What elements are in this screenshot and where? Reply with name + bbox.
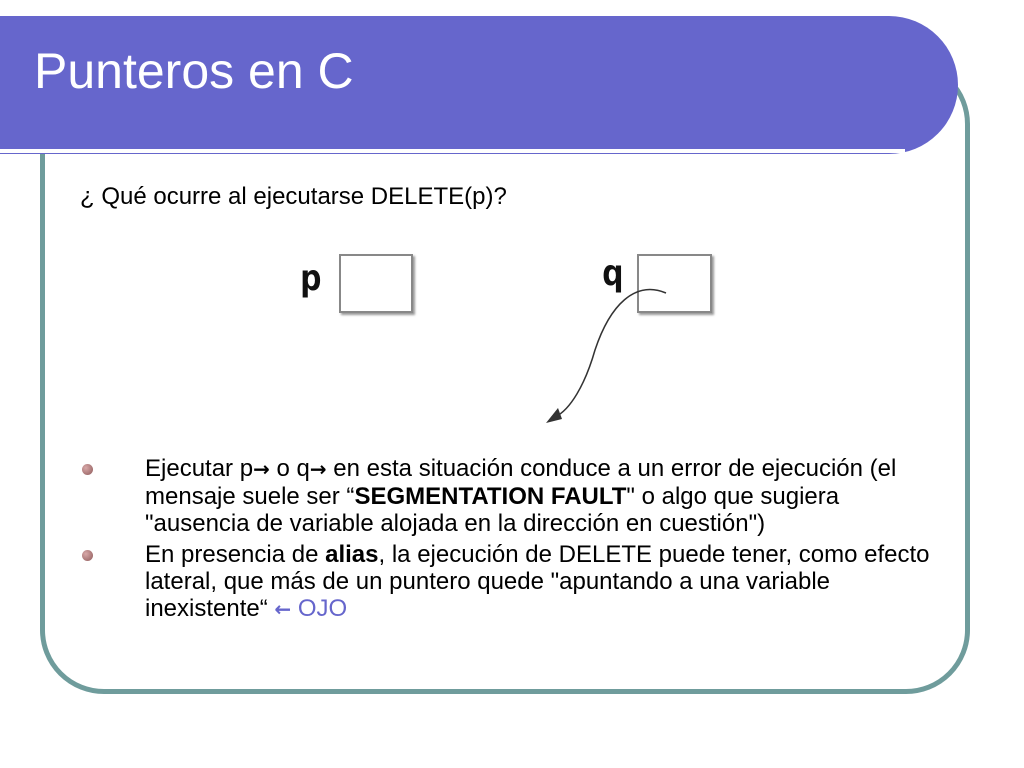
pointer-diagram bbox=[290, 245, 730, 435]
right-arrow-icon: → bbox=[253, 457, 270, 481]
bullet-icon bbox=[82, 550, 93, 561]
bullet-text: en esta situación conduce a un error de ejecución (el mensaje suele ser “ bbox=[145, 455, 897, 510]
title-underline bbox=[0, 149, 905, 153]
bullet-icon bbox=[82, 464, 93, 475]
bullet-text: Ejecutar p bbox=[145, 455, 254, 482]
bullet-item-segfault bbox=[78, 455, 948, 537]
dangling-pointer-arrowhead bbox=[546, 408, 562, 423]
bullet-text: En presencia de bbox=[145, 541, 326, 568]
segfault-message: SEGMENTATION FAULT bbox=[354, 483, 627, 510]
question-text: ¿ Qué ocurre al ejecutarse DELETE(p)? bbox=[80, 183, 507, 210]
bullet-item-alias bbox=[78, 541, 948, 623]
pointer-p-label: p bbox=[300, 258, 322, 299]
pointer-q-box bbox=[638, 255, 711, 312]
bullet-list bbox=[78, 455, 948, 627]
right-arrow-icon: → bbox=[309, 457, 327, 481]
bullet-text: " o algo que sugiera "ausencia de variable alojada en la dirección en cuestión") bbox=[145, 483, 840, 537]
left-arrow-icon: ← bbox=[274, 597, 292, 621]
slide-title: Punteros en C bbox=[34, 43, 354, 99]
pointer-p-box bbox=[340, 255, 412, 312]
ojo-note: OJO bbox=[291, 595, 348, 622]
bullet-text: , la ejecución de DELETE puede tener, como efecto lateral, que más de un puntero quede "apuntando a una variable inexistente“ bbox=[145, 541, 930, 622]
bullet-text: o q bbox=[269, 455, 310, 482]
pointer-q-label: q bbox=[602, 253, 624, 294]
alias-term: alias bbox=[325, 541, 379, 568]
